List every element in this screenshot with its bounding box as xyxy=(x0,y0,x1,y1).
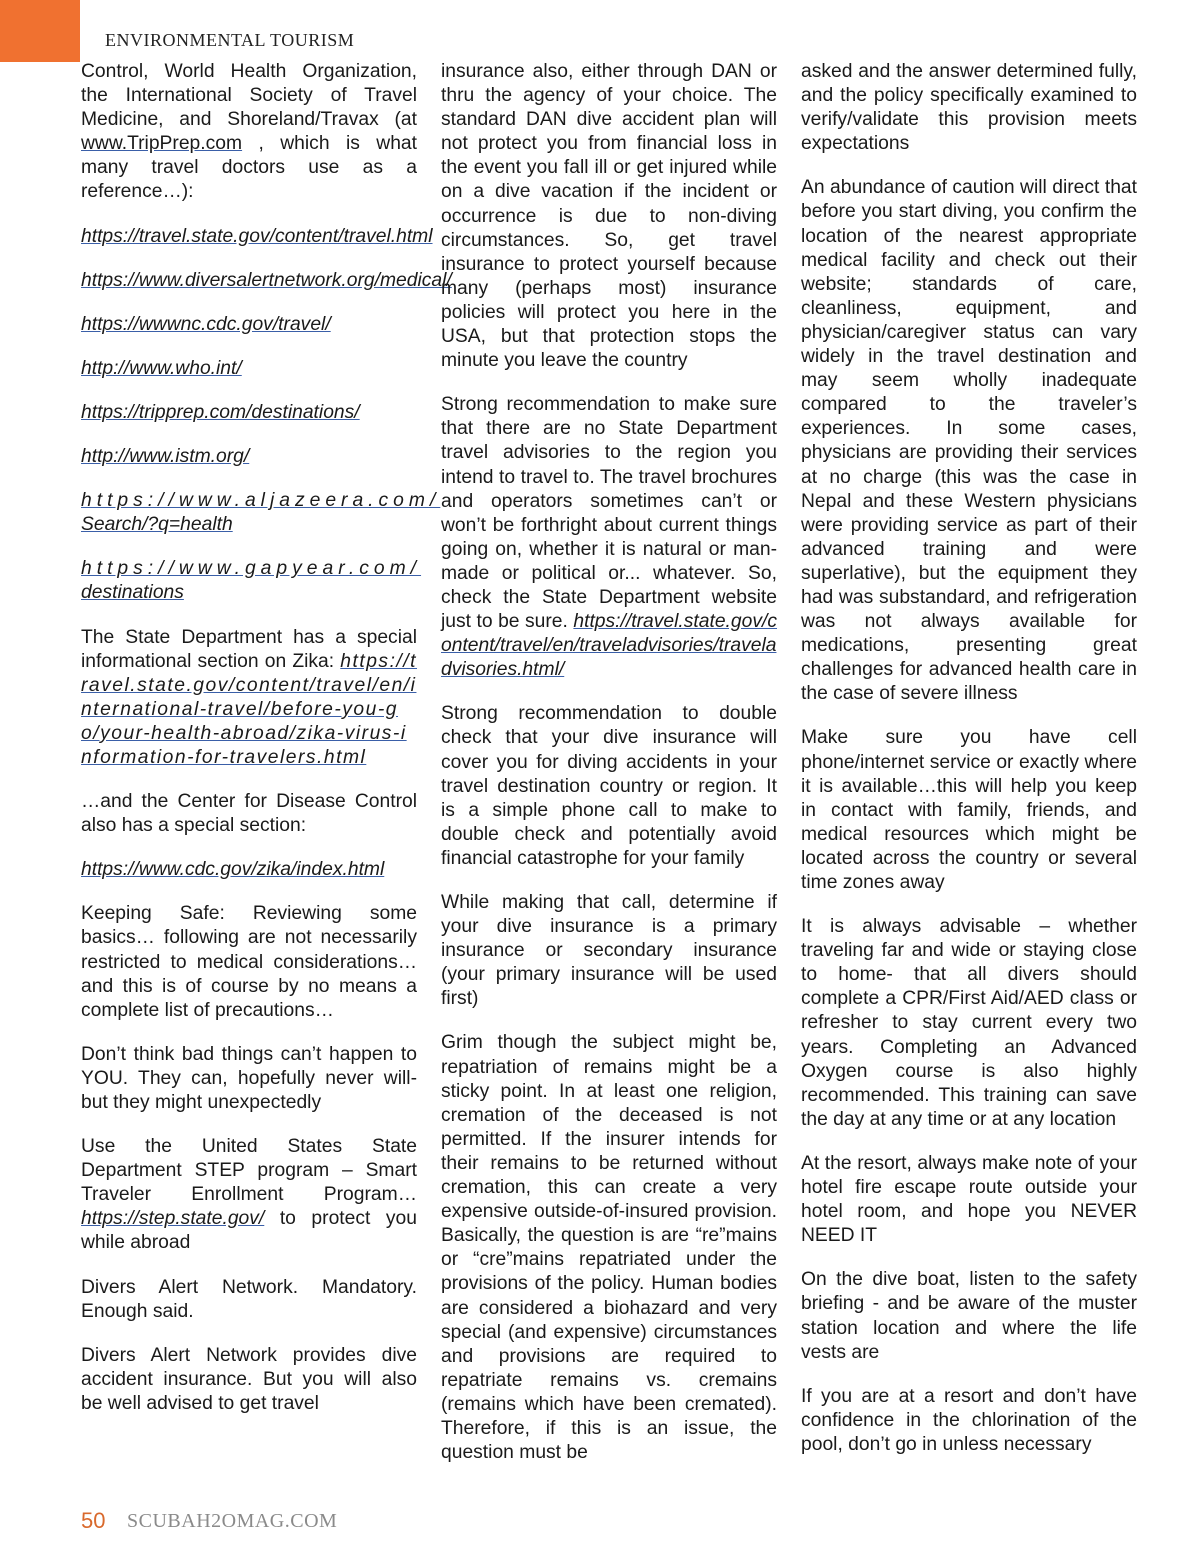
dan-mandatory-paragraph: Divers Alert Network. Mandatory. Enough said. xyxy=(81,1276,417,1322)
resource-link[interactable]: http://www.who.int/ xyxy=(81,357,242,379)
link-paragraph xyxy=(81,269,452,293)
aljazeera-link[interactable]: https://www.aljazeera.com/ xyxy=(81,490,441,512)
section-label: ENVIRONMENTAL TOURISM xyxy=(105,30,355,50)
page-number: 50 xyxy=(81,1508,106,1533)
pool-paragraph: If you are at a resort and don’t have confidence in the chlorination of the pool, don’t go in unless necessary xyxy=(801,1385,1137,1455)
dan-provides-paragraph: Divers Alert Network provides dive accident insurance. But you will also be well advised to get travel xyxy=(81,1344,417,1414)
gapyear-link[interactable]: https://www.gapyear.com/ xyxy=(81,558,422,580)
resource-link[interactable]: https://travel.state.gov/content/travel.html xyxy=(81,225,433,247)
tripprep-link[interactable]: www.TripPrep.com xyxy=(81,133,243,155)
cpr-paragraph: It is always advisable – whether traveling far and wide or staying close to home- that all divers should complete a CPR/First Aid/AED class or refresher to stay current every two years. Completing an Advanced Oxygen course is also highly recommended. This training can save the day at any time or at any location xyxy=(801,916,1137,1130)
resource-link[interactable]: https://tripprep.com/destinations/ xyxy=(81,401,360,423)
cdc-paragraph: …and the Center for Disease Control also has a special section: xyxy=(81,791,417,837)
site-name: SCUBAH2OMAG.COM xyxy=(127,1510,338,1532)
cdc-zika-link[interactable]: https://www.cdc.gov/zika/index.html xyxy=(81,859,385,881)
link-paragraph xyxy=(81,313,417,337)
orange-accent-block xyxy=(0,0,80,62)
cell-phone-paragraph: Make sure you have cell phone/internet service or exactly where it is available…this will help you keep in contact with family, friends, and medical resources which might be located across the country or several time zones away xyxy=(801,727,1137,893)
link-paragraph xyxy=(81,858,417,882)
travel-insurance-paragraph: insurance also, either through DAN or thru the agency of your choice. The standard DAN dive accident plan will not protect you from financial loss in the event you fall ill or get injured while on a dive vacation if the incident or occurrence is due to non-diving circumstances. So, get travel insurance to protect yourself because many (perhaps most) insurance policies will protect you here in the USA, but that protection stops the minute you leave the country xyxy=(441,61,777,372)
step-link[interactable]: https://step.state.gov/ xyxy=(81,1208,265,1230)
link-paragraph xyxy=(81,557,422,605)
double-check-paragraph: Strong recommendation to double check that your dive insurance will cover you for diving accidents in your travel destination country or region. It is a simple phone call to make to double check and potentially avoid financial catastrophe for your family xyxy=(441,703,777,869)
advisories-link[interactable]: https://travel.state.gov/content/travel/en/traveladvisories/traveladvisories.html/ xyxy=(441,611,777,681)
keeping-safe-paragraph: Keeping Safe: Reviewing some basics… following are not necessarily restricted to medical considerations… and this is of course by no means a complete list of precautions… xyxy=(81,903,417,1021)
link-paragraph xyxy=(81,225,433,249)
aljazeera-link-cont[interactable]: Search/?q=health xyxy=(81,514,233,536)
resource-link[interactable]: http://www.istm.org/ xyxy=(81,446,250,468)
step-paragraph: Use the United States State Department STEP program – Smart Traveler Enrollment Program… https://step.state.gov/ to protect you while abroad xyxy=(81,1136,417,1254)
resource-link[interactable]: https://www.diversalertnetwork.org/medical/ xyxy=(81,269,452,291)
dive-boat-paragraph: On the dive boat, listen to the safety briefing - and be aware of the muster station location and where the life vests are xyxy=(801,1269,1137,1363)
zika-link[interactable]: https://travel.state.gov/content/travel/en/international-travel/before-you-go/your-health-abroad/zika-virus-information-for-travelers.html xyxy=(81,650,417,768)
policy-paragraph: asked and the answer determined fully, and the policy specifically examined to verify/validate this provision meets expectations xyxy=(801,61,1137,155)
intro-paragraph: Control, World Health Organization, the International Society of Travel Medicine, and Shoreland/Travax (at www.TripPrep.com , which is what many travel doctors use as a reference…): xyxy=(81,61,417,203)
gapyear-link-cont[interactable]: destinations xyxy=(81,582,184,604)
advisories-paragraph: Strong recommendation to make sure that there are no State Department travel advisories to the region you intend to travel to. The travel brochures and operators sometimes can’t or won’t be forthright about current things going on, whether it is natural or man-made or political or... whatever. So, check the State Department website just to be sure. https://travel.state.gov/content/travel/en/traveladvisories/traveladvisories.html/ xyxy=(441,394,777,681)
dont-think-paragraph: Don’t think bad things can’t happen to YOU. They can, hopefully never will- but they might unexpectedly xyxy=(81,1043,417,1113)
fire-escape-paragraph: At the resort, always make note of your hotel fire escape route outside your hotel room, and hope you NEVER NEED IT xyxy=(801,1152,1137,1247)
medical-facility-paragraph: An abundance of caution will direct that before you start diving, you confirm the location of the nearest appropriate medical facility and check out their website; standards of care, cleanliness, equipment, and physician/caregiver status can vary widely in the travel destination and may seem wholly inadequate compared to the traveler’s experiences. In some cases, physicians are providing their services at no charge (this was the case in Nepal and these Western physicians were providing service as part of their advanced training and were superlative), but the equipment they had was substandard, and refrigeration was not always available for medications, presenting great challenges for advanced health care in the case of severe illness xyxy=(801,177,1137,705)
link-paragraph xyxy=(81,357,417,381)
link-paragraph xyxy=(81,489,441,537)
column-1 xyxy=(81,60,452,1416)
column-2 xyxy=(441,60,777,1465)
resource-link[interactable]: https://wwwnc.cdc.gov/travel/ xyxy=(81,313,331,335)
primary-insurance-paragraph: While making that call, determine if your dive insurance is a primary insurance or secondary insurance (your primary insurance will be used first) xyxy=(441,892,777,1010)
link-paragraph xyxy=(81,445,417,469)
zika-paragraph: The State Department has a special informational section on Zika: https://travel.state.gov/content/travel/en/international-travel/before-you-go/your-health-abroad/zika-virus-information-for-travelers.html xyxy=(81,626,417,768)
repatriation-paragraph: Grim though the subject might be, repatriation of remains might be a sticky point. In at least one religion, cremation of the deceased is not permitted. If the insurer intends for their remains to be returned without cremation, this can create a very expensive outside-of-insured provision. Basically, the question is are “re”mains or “cre”mains repatriated under the provisions of the policy. Human bodies are considered a biohazard and very special (and expensive) circumstances and provisions are required to repatriate remains vs. cremains (remains which have been cremated). Therefore, if this is an issue, the question must be xyxy=(441,1032,777,1464)
link-paragraph xyxy=(81,401,417,425)
column-3 xyxy=(801,60,1137,1457)
